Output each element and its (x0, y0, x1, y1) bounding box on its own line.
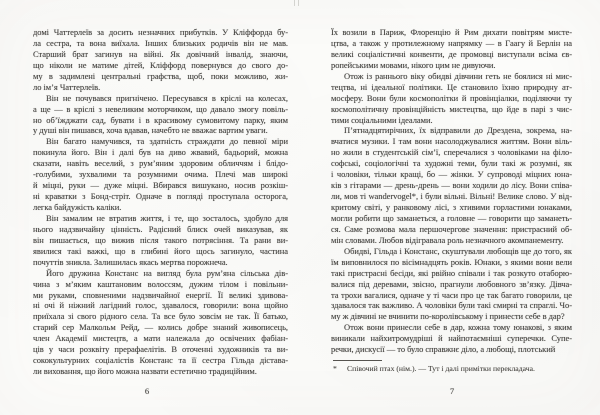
text-line: -голубими, зухвалими та розумними очима. Плечі мав широкі (33, 169, 288, 180)
text-line: критому світі, у ранковому лісі, з хтивими горластими юнаками, (331, 202, 572, 212)
text-line: виникали найхитромудріші й найпотаємніші суперечки. Супе- (331, 333, 572, 344)
footnote-marker: * (333, 364, 337, 373)
text-line: ло ім’я Чаттерлеїв. (33, 81, 101, 92)
text-line: ків з гітарами — дрень-дрень — вони ходили до лісу. Вони співа- (331, 180, 572, 191)
text-line: ні очі й ніжний лагідний голос, здавалося, говорили: вона щойно (33, 300, 288, 311)
text-line: Він не почувався пригнічено. Пересувався в кріслі на колесах, (46, 92, 288, 103)
paragraph (331, 125, 572, 245)
text-line: мін словами. Любов відігравала роль незначного акомпанементу. (331, 234, 564, 245)
text-line: П’ятнадцятирічних, їх відправили до Дрездена, зокрема, на- (344, 125, 572, 136)
text-line: їм виповнилося по вісімнадцять років. Юнаки, з якими вони вели (331, 256, 572, 267)
text-line: такі пристрасні бесіди, які рвійно співали і так розкуто отаборю- (331, 267, 572, 278)
text-line: му в задимлені центральні графства, щоб, поки можливо, жи- (33, 70, 288, 81)
paragraph (331, 322, 572, 355)
page-left-text (33, 27, 288, 377)
text-line: він пишається, що вижив після такого потрясіння. Та рани ви- (33, 234, 288, 245)
text-line: Старший брат загинув на війні. Як довічний інвалід, знаючи, (33, 48, 288, 59)
text-line: сказати, навіть веселий, з рум’яним здоровим обличчям і блідо- (33, 158, 288, 169)
text-line: член Академії мистецтв, а мати належала до освічених фабіан- (33, 333, 288, 344)
paragraph (33, 27, 288, 93)
text-line: могли робити що заманеться, а головне — говорити що заманеть- (331, 212, 572, 223)
text-line: тими соціальними ідеалами. (331, 114, 433, 125)
text-line: Він замалим не втратив життя, і те, що зосталось, здобуло для (46, 212, 288, 223)
text-line: покинула його. Він і далі був на диво жвавий, бадьорий, можна (33, 147, 288, 158)
text-line: ні краватки з Бонд-стріт. Одначе в погляді проступала осторога, (33, 191, 288, 202)
text-line: Обидві, Гільда і Констанс, скуштували любощів ще до того, як (344, 245, 572, 256)
text-line: Він багато намучився, та здатність страждати до певної міри (46, 136, 288, 147)
text-line: у душі він пишався, хоча вдавав, начебто не вважає вартим уваги. (33, 125, 268, 136)
text-line: Отож із раннього віку обидві дівчини геть не боялися ні мис- (344, 70, 572, 81)
text-line: космополітичну провінційність мистецтва, що йде в парі з чис- (331, 103, 572, 114)
text-line: й міцні, руки — дуже міцні. Вбирався вишукано, носив розкіш- (33, 180, 288, 191)
paragraph (33, 268, 288, 377)
paragraph (331, 71, 572, 126)
text-line: валися під деревами, звісно, прагнули любовного зв’язку. Дівча- (331, 278, 572, 289)
text-line: а ще — в кріслі з невеликим моторчиком, що давало змогу повіль- (33, 103, 288, 114)
text-line: тецтва, ні ідеальної політики. Це становило їхню природну ат- (331, 81, 572, 92)
text-line: домі Чаттерлеїв за досить незначних прибутків. У Кліффорда бу- (33, 27, 288, 37)
text-line: що ніколи не матиме дітей, Кліффорд повернувся до свого до- (33, 59, 288, 70)
text-line: цтва, а також у протилежному напрямку — в Гаагу й Берлін на (331, 37, 572, 48)
text-line: вчатися музики. І там вони насолоджувалися життям. Вони віль- (331, 136, 572, 147)
text-line: ла сестра, та вона виїхала. Інших близьких родичів він не мав. (33, 37, 288, 48)
text-line: Його дружина Констанс на вигляд була рум’яна сільська дів- (46, 267, 288, 278)
paragraph (331, 27, 572, 71)
text-line: ли виховання, що його можна назвати естетично традиційним. (33, 366, 257, 377)
text-line: Їх возили в Париж, Флоренцію й Рим дихати повітрям мисте- (331, 27, 572, 37)
page-number-right: 7 (449, 386, 455, 396)
text-line: і чоловіки, тільки кращі, бо — жінки. У супроводі міцних юна- (331, 169, 572, 180)
text-line: нього надзвичайну цінність. Радісний блиск очей виказував, як (33, 223, 288, 234)
paragraph (331, 246, 572, 323)
scan-artifact-spine-mark (294, 0, 295, 6)
text-line: мосферу. Вони були космополітки й провінціалки, поділяючи ту (331, 92, 572, 103)
paragraph (33, 93, 288, 137)
text-line: му ж дівчині не вчинити по-королівському і принести себе в дар? (331, 311, 565, 322)
text-line: великі соціалістичні конвенти, де промовці виступали всіма єв- (331, 48, 572, 59)
paragraph (33, 136, 288, 213)
text-line: но об’їжджати сад, бувати і в красивому сумовитому парку, яким (33, 114, 288, 125)
text-line: старий сер Малкольм Рейд, — колись добре знаний живописець, (33, 322, 288, 333)
text-line: явилися такі важкі, що в глибині його щось загинуло, частина (33, 245, 288, 256)
text-line: ся. Саме розмова мала першочергове значення: пристрасний об- (331, 223, 572, 234)
text-line: ми руками, сповненими надзвичайної енергії. Її великі здивова- (33, 289, 288, 300)
text-line: софські, соціологічні та художні теми, були такі ж розумні, як (331, 158, 572, 169)
text-line: ли, мов ті wandervogel*, і були вільні. Вільні! Велике слово. У від- (331, 191, 572, 202)
footnote (333, 364, 563, 374)
text-line: ців у часи розквіту прерафаелітів. В оточенні художників та ви- (33, 344, 288, 355)
text-line: чина з м’яким каштановим волоссям, дужим тілом і повільни- (33, 278, 288, 289)
paragraph (33, 213, 288, 268)
text-line: но жили в студентській сім’ї, сперечалися з чоловіками на філо- (331, 147, 572, 158)
text-line: легка байдужість каліки. (33, 202, 122, 212)
text-line: та трохи вагалися, одначе у ті часи про це так багато говорили, це (331, 289, 572, 300)
text-line: Отож вони принесли себе в дар, кожна тому юнакові, з яким (344, 322, 572, 333)
page-right-text (331, 27, 572, 355)
text-line: здавалося так важливо. А чоловіки були такі смирні та спраглі. Чо- (331, 300, 572, 311)
page-number-left: 6 (144, 386, 150, 396)
footnote-rule (333, 360, 382, 361)
footnote-text: Співочий птах (нім.). — Тут і далі примітки перекладача. (347, 364, 535, 373)
text-line: приїхала зі свого рідного села. Та все було зовсім не так. Її батько, (33, 311, 288, 322)
scan-artifact-spine-mark (298, 0, 299, 6)
text-line: речки, дискусії — то було справжнє діло, а любощі, плотський (331, 344, 556, 355)
text-line: сококультурних соціалістів Констанс та її сестра Гільда дістава- (33, 355, 288, 366)
text-line: почуттів зникла. Залишилась якась мертва порожнеча. (33, 256, 228, 267)
text-line: ропейськими мовами, нікого цим не дивуючи. (331, 59, 496, 70)
